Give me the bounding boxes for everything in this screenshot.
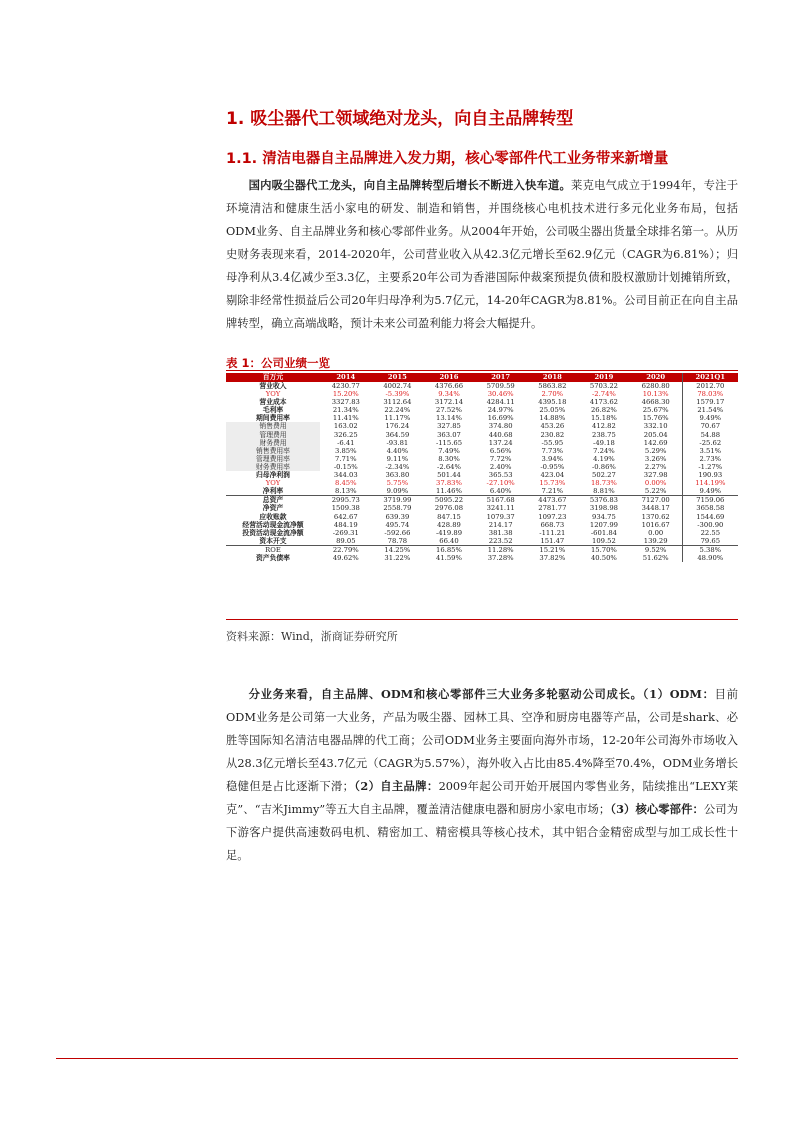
table-cell: 327.98 — [643, 471, 668, 480]
table-cell: 3658.58 — [682, 504, 738, 512]
table-cell: -115.65 — [435, 438, 463, 447]
table-cell: 428.89 — [437, 520, 461, 529]
table-cell: 502.27 — [592, 471, 616, 480]
section-heading-1-1: 1.1. 清洁电器自主品牌进入发力期，核心零部件代工业务带来新增量 — [226, 151, 669, 167]
row-label: 管理费用 — [226, 431, 320, 439]
table-cell: 89.05 — [320, 537, 372, 546]
table-cell: 11.17% — [384, 414, 411, 423]
table-cell: 1079.37 — [486, 512, 515, 521]
table-cell: 7.24% — [593, 446, 615, 455]
table-cell: 5.75% — [386, 479, 409, 488]
intro-paragraph — [226, 174, 738, 335]
table-cell: 5.22% — [630, 487, 682, 496]
table-cell: 3198.98 — [589, 504, 618, 513]
table-cell: 6.56% — [489, 446, 512, 455]
table-cell: 2995.73 — [331, 496, 360, 505]
table-cell: 22.79% — [332, 545, 359, 554]
table-cell: 37.28% — [487, 553, 514, 562]
table-cell: -269.31 — [332, 528, 359, 537]
table-cell: 4473.67 — [538, 496, 567, 505]
table-cell: -5.39% — [385, 390, 410, 399]
table-cell: 51.62% — [642, 553, 669, 562]
table-cell: 21.54% — [682, 406, 738, 414]
table-cell: 9.34% — [438, 390, 460, 399]
table-cell: 31.22% — [384, 553, 411, 562]
table-cell: -49.18 — [593, 438, 615, 447]
table-row — [226, 487, 738, 496]
table-cell: 16.85% — [436, 545, 462, 554]
table-cell: 5095.22 — [434, 496, 464, 505]
table-cell: -0.15% — [333, 462, 358, 471]
table-cell: 3719.99 — [383, 496, 412, 505]
table-row — [226, 431, 738, 439]
table-cell: 11.46% — [423, 487, 475, 496]
table-cell: 363.80 — [385, 471, 410, 480]
table-row — [226, 513, 738, 521]
table-cell: -0.95% — [540, 462, 565, 471]
table-cell: 501.44 — [437, 471, 461, 480]
table-cell: 13.14% — [436, 414, 462, 423]
table-cell: 54.88 — [682, 431, 738, 439]
table-cell: 21.34% — [332, 406, 359, 415]
table-cell: 9.52% — [644, 545, 667, 554]
table-cell: 5.29% — [644, 446, 667, 455]
section-heading-1: 1. 吸尘器代工领域绝对龙头，向自主品牌转型 — [226, 109, 574, 129]
table-cell: 4284.11 — [486, 398, 515, 407]
table-cell: 6280.80 — [641, 382, 670, 390]
header-period-cell: 2019 — [578, 373, 630, 382]
table-cell: 78.78 — [372, 537, 424, 546]
table-row — [226, 406, 738, 414]
table-cell: 4002.74 — [383, 382, 412, 390]
table-row — [226, 479, 738, 487]
row-label: 资产负债率 — [256, 553, 290, 562]
row-label: YOY — [265, 390, 281, 399]
table-cell: 4395.18 — [538, 398, 567, 407]
table-cell: 3448.17 — [641, 504, 670, 513]
row-label: 总资产 — [262, 496, 284, 505]
table-cell: 18.73% — [590, 479, 617, 488]
table-cell: 1509.38 — [331, 504, 360, 513]
table-cell: 8.13% — [320, 487, 372, 496]
table-cell: 327.85 — [437, 422, 461, 431]
table-cell: 4376.66 — [434, 382, 464, 390]
table-cell: 114.19% — [682, 479, 738, 487]
table-cell: 11.41% — [332, 414, 359, 423]
table-row — [226, 382, 738, 390]
table-cell: 151.47 — [527, 537, 579, 546]
table-cell: 2781.77 — [538, 504, 567, 513]
table-cell: 5703.22 — [589, 382, 618, 390]
table-row — [226, 455, 738, 463]
table-bottom-rule — [226, 619, 738, 620]
table-row — [226, 414, 738, 422]
table-cell: 412.82 — [592, 422, 616, 431]
table-cell: 4668.30 — [641, 398, 670, 407]
table-cell: 78.03% — [682, 390, 738, 398]
table-cell: 5709.59 — [486, 382, 515, 390]
table-row — [226, 554, 738, 562]
table-cell: 223.52 — [475, 537, 527, 546]
table-cell: 9.09% — [372, 487, 424, 496]
table-cell: 3.51% — [682, 447, 738, 455]
table-cell: 2.27% — [644, 462, 667, 471]
table-cell: 7.21% — [527, 487, 579, 496]
table-cell: 7.71% — [335, 454, 357, 463]
table-caption: 表 1：公司业绩一览 — [226, 356, 331, 370]
table-cell: 48.90% — [682, 554, 738, 562]
table-cell: 4173.62 — [589, 398, 618, 407]
table-cell: 364.59 — [385, 430, 410, 439]
table-cell: 3.85% — [335, 446, 357, 455]
table-cell: -2.74% — [591, 390, 616, 399]
table-cell: 423.04 — [540, 471, 565, 480]
business-paragraph — [226, 683, 738, 867]
table-cell: 41.59% — [436, 553, 462, 562]
table-cell: 163.02 — [333, 422, 358, 431]
table-cell: 642.67 — [333, 512, 358, 521]
row-label: 归母净利润 — [256, 471, 290, 480]
table-row — [226, 398, 738, 406]
table-cell: 5167.68 — [486, 496, 515, 505]
table-cell: 7.49% — [438, 446, 460, 455]
table-cell: 40.50% — [590, 553, 617, 562]
table-cell: 440.68 — [488, 430, 513, 439]
table-cell: -300.90 — [682, 521, 738, 529]
table-source-note: 资料来源：Wind，浙商证券研究所 — [226, 630, 398, 643]
table-cell: -419.89 — [435, 528, 463, 537]
table-cell: 142.69 — [643, 438, 668, 447]
table-cell: 1097.23 — [538, 512, 567, 521]
table-cell: 0.00% — [644, 479, 667, 488]
table-cell: -0.86% — [591, 462, 616, 471]
table-cell: 24.97% — [487, 406, 514, 415]
own-brand-text: 2009年起公司开始开展国内零售业务，陆续推出“LEXY莱克”、“吉米Jimmy”等五大自主品牌，覆盖清洁健康电器和厨房小家电市场； — [226, 780, 738, 816]
table-cell: 363.07 — [437, 430, 461, 439]
table-cell: 139.29 — [630, 537, 682, 546]
table-cell: 15.76% — [642, 414, 669, 423]
table-cell: 109.52 — [578, 537, 630, 546]
table-cell: 3112.64 — [383, 398, 412, 407]
table-cell: 374.80 — [488, 422, 513, 431]
table-cell: 8.45% — [335, 479, 357, 488]
odm-tag: （1）ODM： — [642, 687, 715, 701]
table-cell: 6.40% — [475, 487, 527, 496]
table-cell: -93.81 — [386, 438, 409, 447]
table-cell: 22.55 — [682, 529, 738, 537]
table-cell: 11.28% — [487, 545, 514, 554]
row-label: YOY — [265, 479, 281, 488]
row-label: 财务费用 — [226, 439, 320, 447]
table-cell: 381.38 — [488, 528, 513, 537]
table-cell: 9.49% — [682, 414, 738, 422]
table-cell: 344.03 — [333, 471, 358, 480]
header-period-cell: 2021Q1 — [682, 373, 738, 382]
table-cell: 22.24% — [384, 406, 411, 415]
table-cell: 205.04 — [643, 430, 668, 439]
table-cell: 0.00 — [648, 528, 664, 537]
table-cell: 3241.11 — [486, 504, 515, 513]
table-cell: -592.66 — [384, 528, 411, 537]
table-cell: 14.88% — [539, 414, 566, 423]
table-cell: 453.26 — [540, 422, 565, 431]
table-cell: 7127.00 — [641, 496, 670, 505]
table-cell: 2976.08 — [434, 504, 464, 513]
table-cell: 2.73% — [682, 455, 738, 463]
table-row — [226, 496, 738, 505]
table-row — [226, 447, 738, 455]
table-cell: 70.67 — [682, 422, 738, 430]
table-cell: 2.40% — [489, 462, 512, 471]
header-period-cell: 2020 — [630, 373, 682, 382]
table-cell: -6.41 — [337, 438, 355, 447]
table-cell: 847.15 — [437, 512, 461, 521]
core-parts-text: 公司为下游客户提供高速数码电机、精密加工、精密模具等核心技术，其中铝合金精密成型与加工成长性十足。 — [226, 803, 738, 862]
table-cell: 365.53 — [488, 471, 513, 480]
table-cell: 10.13% — [642, 390, 669, 399]
header-period-cell: 2017 — [475, 373, 527, 382]
row-label: 期间费用率 — [256, 414, 290, 423]
table-cell: -27.10% — [486, 479, 515, 488]
table-cell: 30.46% — [487, 390, 514, 399]
financial-table-container — [226, 373, 738, 617]
row-label: 管理费用率 — [226, 455, 320, 463]
header-period-cell: 2016 — [423, 373, 475, 382]
table-cell: 137.24 — [488, 438, 513, 447]
table-cell: 66.40 — [423, 537, 475, 546]
row-label: 营业收入 — [259, 382, 287, 390]
table-cell: 7.72% — [489, 454, 512, 463]
table-cell: -25.62 — [682, 439, 738, 447]
row-label: 净资产 — [262, 504, 284, 513]
intro-body: 莱克电气成立于1994年，专注于环境清洁和健康生活小家电的研发、制造和销售，并围绕核心电机技术进行多元化业务布局，包括ODM业务、自主品牌业务和核心零部件业务。从2004年开始，公司吸尘器出货量全球排名第一。从历史财务表现来看，2014-2020年，公司营业收入从42.3亿元增长至62.9亿元（CAGR为6.81%）；归母净利从3.4亿减少至3.3亿，主要系20年公司为香港国际仲裁案预提负债和股权激励计划摊销所致，剔除非经常性损益后公司20年归母净利为5.7亿元，14-20年CAGR为8.81%。公司目前正在向自主品牌转型，确立高端战略，预计未来公司盈利能力将会大幅提升。 — [226, 179, 738, 330]
table-cell: 176.24 — [385, 422, 410, 431]
table-cell: 49.62% — [332, 553, 359, 562]
row-label: ROE — [265, 545, 281, 554]
footer-rule — [56, 1058, 738, 1059]
row-label: 应收账款 — [259, 512, 287, 521]
table-cell: 79.65 — [682, 537, 738, 546]
header-period-cell: 2015 — [372, 373, 424, 382]
table-cell: 2012.70 — [682, 382, 738, 390]
table-row — [226, 422, 738, 430]
row-label: 净利率 — [226, 487, 320, 496]
table-cell: 16.69% — [487, 414, 514, 423]
table-cell: 1370.62 — [641, 512, 670, 521]
table-cell: 2.70% — [541, 390, 564, 399]
table-cell: 4.40% — [386, 446, 409, 455]
table-cell: 1579.17 — [682, 398, 738, 406]
row-label: 销售费用率 — [226, 447, 320, 455]
table-cell: -2.34% — [385, 462, 410, 471]
table-cell: 3.26% — [644, 454, 667, 463]
table-cell: 25.05% — [539, 406, 566, 415]
table-cell: 15.21% — [539, 545, 566, 554]
table-cell: 4230.77 — [331, 382, 360, 390]
table-cell: 3327.83 — [331, 398, 360, 407]
table-cell: 37.83% — [436, 479, 462, 488]
table-cell: 238.75 — [592, 430, 616, 439]
intro-lead: 国内吸尘器代工龙头，向自主品牌转型后增长不断进入快车道。 — [248, 178, 572, 192]
own-brand-tag: （2）自主品牌： — [353, 779, 439, 793]
table-cell: 5376.83 — [589, 496, 618, 505]
table-cell: 37.82% — [539, 553, 566, 562]
table-cell: 2558.79 — [383, 504, 412, 513]
header-period-cell: 2014 — [320, 373, 372, 382]
table-cell: 8.81% — [578, 487, 630, 496]
table-cell: 15.20% — [332, 390, 359, 399]
table-row — [226, 504, 738, 512]
table-cell: 332.10 — [643, 422, 668, 431]
table-row — [226, 463, 738, 471]
row-label: 资本开支 — [226, 537, 320, 546]
core-parts-tag: （3）核心零部件： — [610, 802, 704, 816]
table-cell: -1.27% — [682, 463, 738, 471]
table-cell: 27.52% — [436, 406, 462, 415]
table-cell: -601.84 — [590, 528, 617, 537]
table-top-rule — [226, 370, 738, 371]
header-unit-cell: 百万元 — [226, 373, 320, 382]
table-row — [226, 439, 738, 447]
table-cell: 4.19% — [593, 454, 615, 463]
table-cell: 25.67% — [642, 406, 669, 415]
table-row — [226, 471, 738, 479]
table-cell: 3172.14 — [434, 398, 464, 407]
table-cell: 3.94% — [541, 454, 564, 463]
table-cell: 326.25 — [333, 430, 358, 439]
table-cell: 190.93 — [682, 471, 738, 479]
table-row — [226, 545, 738, 554]
table-cell: 26.82% — [590, 406, 617, 415]
table-cell: 14.25% — [384, 545, 411, 554]
table-cell: 668.73 — [540, 520, 565, 529]
table-cell: 15.18% — [590, 414, 617, 423]
row-label: 营业成本 — [259, 398, 287, 407]
table-cell: -2.64% — [437, 462, 461, 471]
table-cell: 9.49% — [682, 487, 738, 496]
table-cell: 15.73% — [539, 479, 566, 488]
table-cell: 5863.82 — [538, 382, 567, 390]
table-cell: 934.75 — [592, 512, 616, 521]
table-row — [226, 390, 738, 398]
table-cell: 230.82 — [540, 430, 565, 439]
row-label: 销售费用 — [226, 422, 320, 430]
table-cell: 8.30% — [438, 454, 460, 463]
row-label: 毛利率 — [262, 406, 284, 415]
table-cell: 639.39 — [385, 512, 410, 521]
table-cell: 9.11% — [386, 454, 409, 463]
row-label: 财务费用率 — [226, 463, 320, 471]
business-lead: 分业务来看，自主品牌、ODM和核心零部件三大业务多轮驱动公司成长。 — [248, 687, 643, 701]
table-cell: -111.21 — [539, 528, 566, 537]
odm-text: 目前ODM业务是公司第一大业务，产品为吸尘器、园林工具、空净和厨房电器等产品，公司是shark、必胜等国际知名清洁电器品牌的代工商；公司ODM业务主要面向海外市场，12-20年公司海外市场收入从28.3亿元增长至43.7亿元（CAGR为5.57%），海外收入占比由85.4%降至70.4%，ODM业务增长稳健但是占比逐渐下滑； — [226, 688, 738, 793]
table-row — [226, 529, 738, 537]
table-cell: 5.38% — [682, 545, 738, 554]
table-cell: -55.95 — [541, 438, 564, 447]
table-cell: 7159.06 — [682, 496, 738, 505]
table-row — [226, 537, 738, 546]
header-period-cell: 2018 — [527, 373, 579, 382]
table-cell: 1016.67 — [641, 520, 670, 529]
financial-table — [226, 373, 738, 562]
table-header-row — [226, 373, 738, 382]
table-cell: 1544.69 — [682, 513, 738, 521]
table-cell: 495.74 — [385, 520, 410, 529]
row-label: 投资活动现金流净额 — [242, 528, 304, 537]
table-row — [226, 521, 738, 529]
table-cell: 15.70% — [590, 545, 617, 554]
table-cell: 1207.99 — [589, 520, 618, 529]
row-label: 经营活动现金流净额 — [242, 520, 304, 529]
table-cell: 7.73% — [541, 446, 564, 455]
table-cell: 214.17 — [488, 520, 513, 529]
table-cell: 484.19 — [333, 520, 358, 529]
